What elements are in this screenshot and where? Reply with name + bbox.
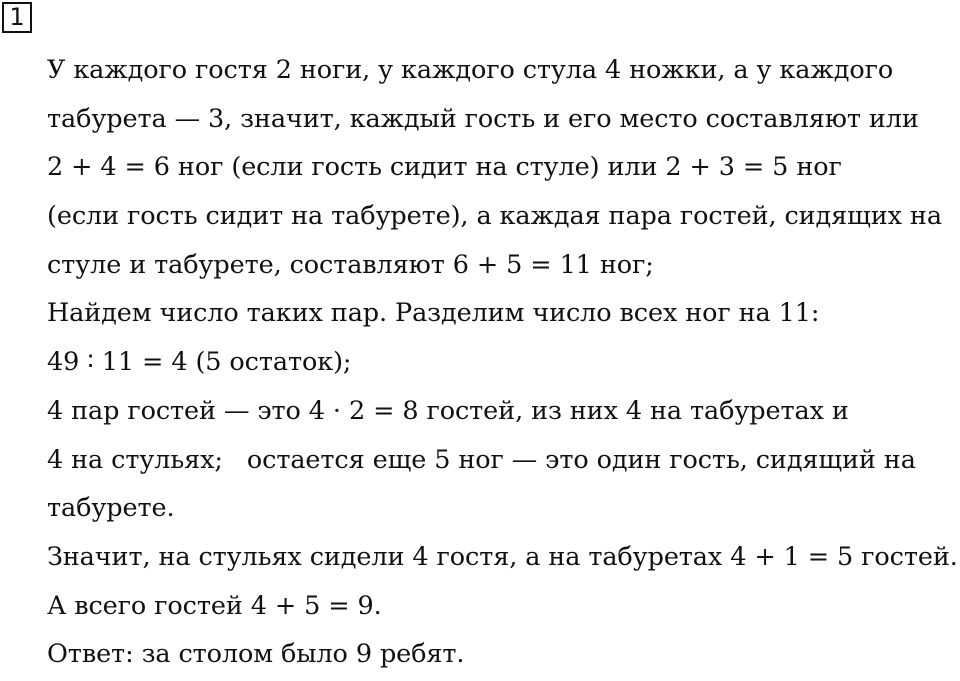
problem-number-box: 1 — [2, 2, 32, 33]
answer-line: Ответ: за столом было 9 ребят. — [47, 639, 465, 670]
solution-line-11: Значит, на стульях сидели 4 гостя, а на табуретах 4 + 1 = 5 гостей. — [47, 541, 958, 572]
solution-line-6: Найдем число таких пар. Разделим число всех ног на 11: — [47, 298, 820, 329]
solution-text — [47, 48, 959, 681]
solution-line-12: А всего гостей 4 + 5 = 9. — [47, 590, 382, 621]
solution-line-10: табурете. — [47, 493, 175, 524]
solution-line-7: 49 ∶ 11 = 4 (5 остаток); — [47, 347, 352, 378]
solution-line-1: У каждого гостя 2 ноги, у каждого стула 4 ножки, а у каждого — [47, 55, 894, 85]
solution-line-3: 2 + 4 = 6 ног (если гость сидит на стуле) или 2 + 3 = 5 ног — [47, 152, 842, 183]
solution-line-2: табурета — 3, значит, каждый гость и его место составляют или — [47, 103, 919, 134]
solution-line-4: (если гость сидит на табурете), а каждая пара гостей, сидящих на — [47, 201, 942, 232]
solution-line-8: 4 пар гостей — это 4 · 2 = 8 гостей, из них 4 на табуретах и — [47, 395, 849, 426]
solution-line-9: 4 на стульях; остается еще 5 ног — это один гость, сидящий на — [47, 444, 916, 475]
solution-line-5: стуле и табурете, составляют 6 + 5 = 11 ног; — [47, 249, 654, 280]
